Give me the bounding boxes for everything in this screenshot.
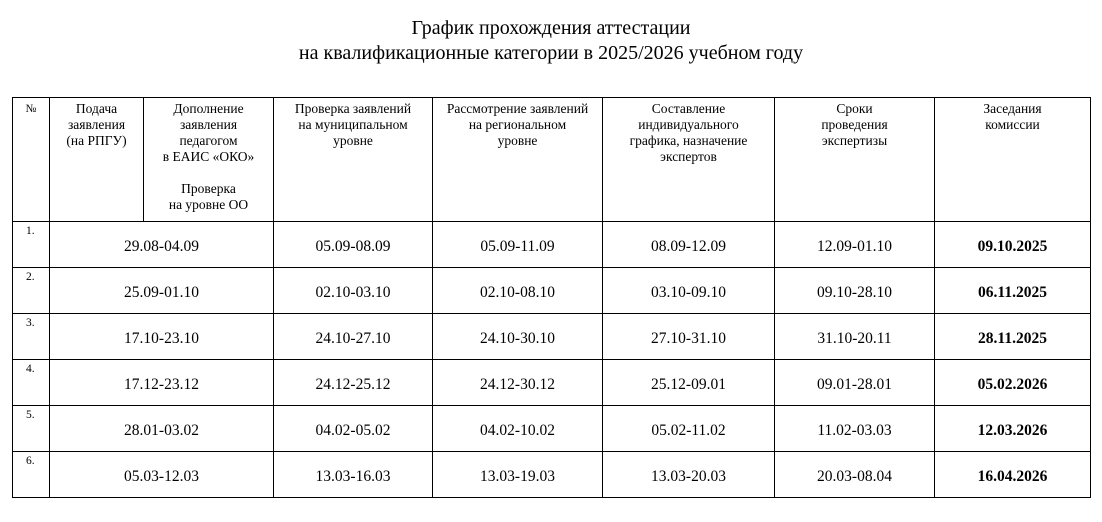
header-municipal-line: уровне (333, 133, 373, 148)
row-number: 2. (13, 268, 50, 314)
title-line-2: на квалификационные категории в 2025/2026 учебном году (298, 42, 804, 64)
municipal-check-period: 24.12-25.12 (274, 360, 433, 406)
header-supplement-line: Дополнение (173, 101, 244, 116)
header-municipal-check (274, 98, 433, 222)
header-expertise-period (775, 98, 935, 222)
header-expertise-line: Сроки (836, 101, 873, 116)
header-schedule-line: графика, назначение (629, 133, 748, 148)
header-submission-line: (на РПГУ) (66, 133, 127, 148)
table-row (13, 268, 1091, 314)
header-schedule-line: индивидуального (638, 117, 739, 132)
attestation-schedule-table (12, 97, 1091, 498)
table-row (13, 360, 1091, 406)
municipal-check-period: 13.03-16.03 (274, 452, 433, 498)
header-supplement-line: заявления (179, 117, 238, 132)
regional-review-period: 05.09-11.09 (433, 222, 603, 268)
commission-meeting-date: 28.11.2025 (935, 314, 1091, 360)
regional-review-period: 13.03-19.03 (433, 452, 603, 498)
submission-period: 05.03-12.03 (50, 452, 274, 498)
header-meeting-line: комиссии (985, 117, 1040, 132)
municipal-check-period: 04.02-05.02 (274, 406, 433, 452)
table-row (13, 452, 1091, 498)
page-title (0, 16, 1102, 66)
header-row (13, 98, 1091, 222)
header-municipal-line: на муниципальном (298, 117, 408, 132)
submission-period: 17.10-23.10 (50, 314, 274, 360)
regional-review-period: 04.02-10.02 (433, 406, 603, 452)
header-supplement-line: в ЕАИС «ОКО» (162, 149, 255, 164)
header-number: № (13, 98, 50, 222)
commission-meeting-date: 09.10.2025 (935, 222, 1091, 268)
individual-schedule-period: 13.03-20.03 (603, 452, 775, 498)
municipal-check-period: 02.10-03.10 (274, 268, 433, 314)
header-regional-line: уровне (497, 133, 538, 148)
header-expertise-line: проведения (821, 117, 888, 132)
commission-meeting-date: 12.03.2026 (935, 406, 1091, 452)
header-expertise-line: экспертизы (821, 133, 888, 148)
header-supplement-gap (144, 165, 273, 181)
expertise-period: 09.01-28.01 (775, 360, 935, 406)
municipal-check-period: 05.09-08.09 (274, 222, 433, 268)
submission-period: 29.08-04.09 (50, 222, 274, 268)
row-number: 1. (13, 222, 50, 268)
header-commission-meeting (935, 98, 1091, 222)
table-row (13, 222, 1091, 268)
header-individual-schedule (603, 98, 775, 222)
regional-review-period: 24.12-30.12 (433, 360, 603, 406)
header-submission-line: Подача (75, 101, 118, 116)
expertise-period: 09.10-28.10 (775, 268, 935, 314)
individual-schedule-period: 27.10-31.10 (603, 314, 775, 360)
row-number: 6. (13, 452, 50, 498)
header-regional-line: Рассмотрение заявлений (446, 101, 589, 116)
expertise-period: 31.10-20.11 (775, 314, 935, 360)
header-schedule-line: экспертов (660, 149, 717, 164)
header-regional-line: на региональном (468, 117, 567, 132)
header-supplement-line: на уровне ОО (168, 197, 249, 212)
submission-period: 28.01-03.02 (50, 406, 274, 452)
expertise-period: 11.02-03.03 (775, 406, 935, 452)
commission-meeting-date: 16.04.2026 (935, 452, 1091, 498)
table-row (13, 406, 1091, 452)
regional-review-period: 02.10-08.10 (433, 268, 603, 314)
row-number: 4. (13, 360, 50, 406)
expertise-period: 12.09-01.10 (775, 222, 935, 268)
header-supplement-line: педагогом (179, 133, 238, 148)
submission-period: 25.09-01.10 (50, 268, 274, 314)
individual-schedule-period: 25.12-09.01 (603, 360, 775, 406)
regional-review-period: 24.10-30.10 (433, 314, 603, 360)
individual-schedule-period: 08.09-12.09 (603, 222, 775, 268)
header-regional-review (433, 98, 603, 222)
expertise-period: 20.03-08.04 (775, 452, 935, 498)
individual-schedule-period: 03.10-09.10 (603, 268, 775, 314)
individual-schedule-period: 05.02-11.02 (603, 406, 775, 452)
commission-meeting-date: 06.11.2025 (935, 268, 1091, 314)
header-schedule-line: Составление (651, 101, 726, 116)
header-supplement-line: Проверка (181, 181, 236, 196)
header-submission-line: заявления (67, 117, 126, 132)
table-row (13, 314, 1091, 360)
header-meeting-line: Заседания (983, 101, 1042, 116)
title-line-1: График прохождения аттестации (411, 17, 691, 39)
submission-period: 17.12-23.12 (50, 360, 274, 406)
header-submission (50, 98, 144, 222)
row-number: 3. (13, 314, 50, 360)
commission-meeting-date: 05.02.2026 (935, 360, 1091, 406)
row-number: 5. (13, 406, 50, 452)
header-municipal-line: Проверка заявлений (294, 101, 412, 116)
municipal-check-period: 24.10-27.10 (274, 314, 433, 360)
header-supplement (144, 98, 274, 222)
